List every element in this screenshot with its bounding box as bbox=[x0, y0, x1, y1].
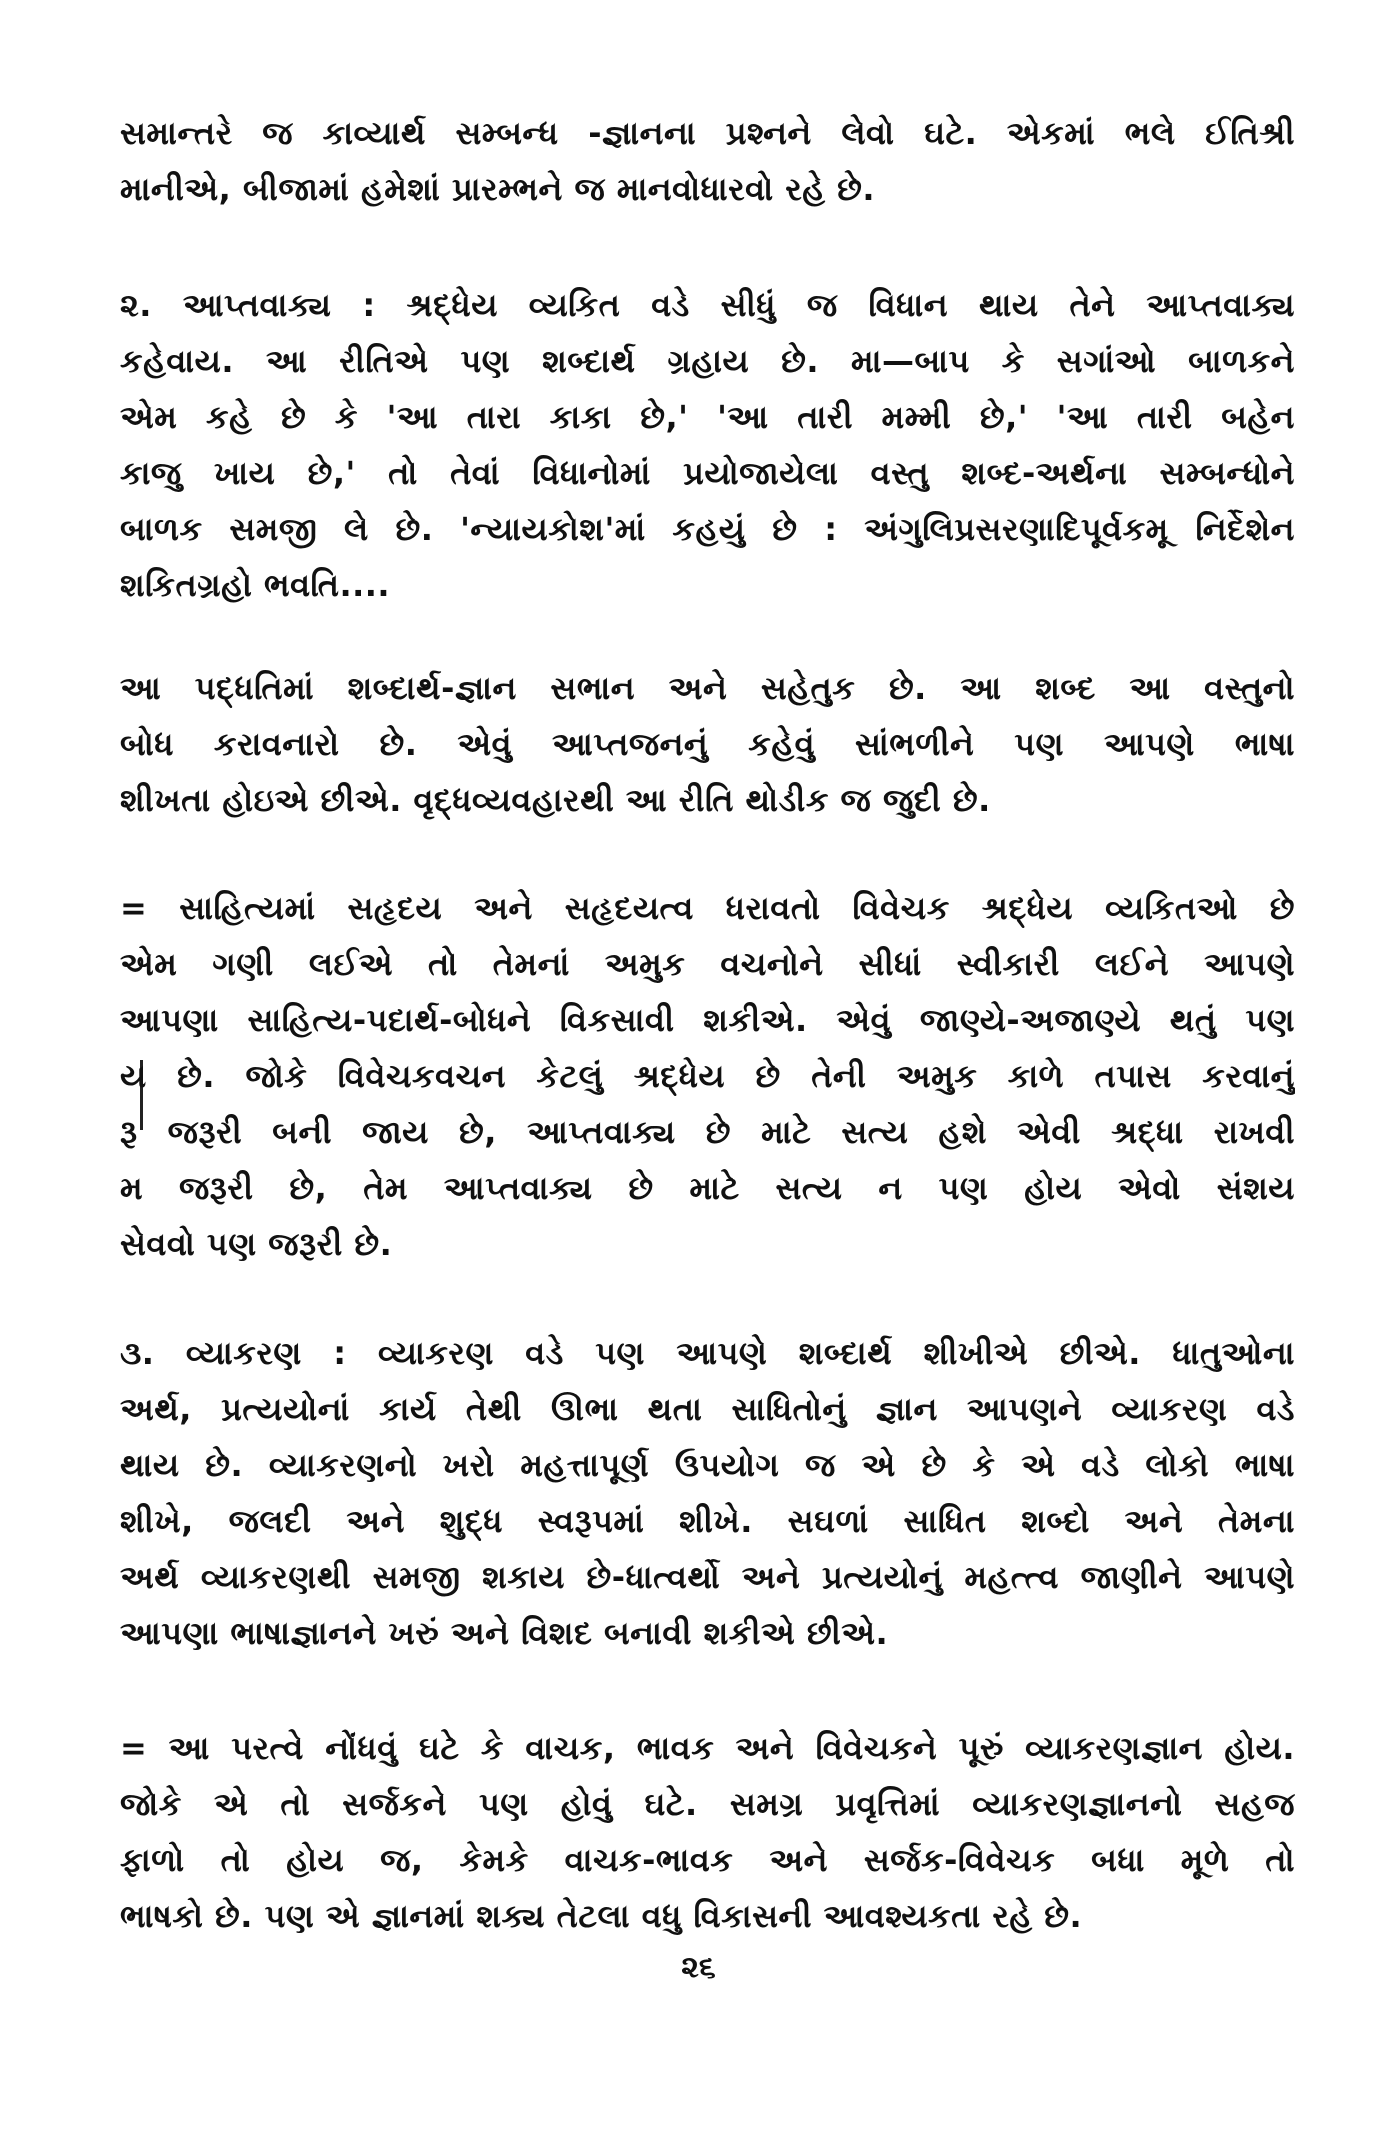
text-line: = આ પરત્વે નોંધવું ઘટે કે વાચક, ભાવક અને વિવેચકને પૂરું વ્યાકરણજ્ઞાન હોય. bbox=[120, 1729, 1295, 1767]
text-line: બોધ કરાવનારો છે. એવું આપ્તજનનું કહેવું સાંભળીને પણ આપણે ભાષા bbox=[120, 725, 1295, 763]
paragraph-padhati bbox=[120, 660, 1295, 828]
page-number: ૨૬ bbox=[681, 1950, 716, 1985]
text-line: ય છે. જોકે વિવેચકવચન કેટલું શ્રદ્ધેય છે તેની અમુક કાળે તપાસ કરવાનું bbox=[120, 1057, 1295, 1095]
text-line: સમાન્તરે જ કાવ્યાર્થ સમ્બન્ધ -જ્ઞાનના પ્રશ્નને લેવો ઘટે. એકમાં ભલે ઈતિશ્રી bbox=[120, 114, 1295, 152]
text-line: સેવવો પણ જરૂરી છે. bbox=[120, 1225, 393, 1263]
paragraph-kavyarth-intro bbox=[120, 105, 1295, 217]
text-line: શીખે, જલદી અને શુદ્ધ સ્વરૂપમાં શીખે. સઘળાં સાધિત શબ્દો અને તેમના bbox=[120, 1502, 1295, 1540]
text-line: ભાષકો છે. પણ એ જ્ઞાનમાં શક્ય તેટલા વધુ વિકાસની આવશ્યકતા રહે છે. bbox=[120, 1897, 1083, 1935]
text-line: શીખતા હોઇએ છીએ. વૃદ્ધવ્યવહારથી આ રીતિ થોડીક જ જુદી છે. bbox=[120, 781, 991, 819]
text-line: કાજુ ખાય છે,' તો તેવાં વિધાનોમાં પ્રયોજાયેલા વસ્તુ શબ્દ-અર્થના સમ્બન્ધોને bbox=[120, 454, 1295, 492]
text-line: રૂ જરૂરી બની જાય છે, આપ્તવાક્ય છે માટે સત્ય હશે એવી શ્રદ્ધા રાખવી bbox=[120, 1113, 1295, 1151]
text-line: ફાળો તો હોય જ, કેમકે વાચક-ભાવક અને સર્જક-વિવેચક બધા મૂળે તો bbox=[120, 1841, 1295, 1879]
text-line: આપણા ભાષાજ્ઞાનને ખરું અને વિશદ બનાવી શકીએ છીએ. bbox=[120, 1614, 889, 1652]
text-line: એમ કહે છે કે 'આ તારા કાકા છે,' 'આ તારી મમ્મી છે,' 'આ તારી બહેન bbox=[120, 398, 1295, 436]
text-line: આપણા સાહિત્ય-પદાર્થ-બોધને વિકસાવી શકીએ. એવું જાણ્યે-અજાણ્યે થતું પણ bbox=[120, 1001, 1295, 1039]
text-line: = સાહિત્યમાં સહૃદય અને સહૃદયત્વ ધરાવતો વિવેચક શ્રદ્ધેય વ્યકિતઓ છે bbox=[120, 889, 1295, 927]
paragraph-vyakaran bbox=[120, 1325, 1295, 1661]
text-line: અર્થ, પ્રત્યયોનાં કાર્ય તેથી ઊભા થતા સાધિતોનું જ્ઞાન આપણને વ્યાકરણ વડે bbox=[120, 1390, 1295, 1428]
text-line: બાળક સમજી લે છે. 'ન્યાયકોશ'માં કહયું છે : અંગુલિપ્રસરણાદિપૂર્વકમૂ નિર્દેશેન bbox=[120, 510, 1295, 548]
text-line: એમ ગણી લઈએ તો તેમનાં અમુક વચનોને સીધાં સ્વીકારી લઈને આપણે bbox=[120, 945, 1295, 983]
paragraph-aptavakya bbox=[120, 277, 1295, 613]
text-line: જોકે એ તો સર્જકને પણ હોવું ઘટે. સમગ્ર પ્રવૃત્તિમાં વ્યાકરણજ્ઞાનનો સહજ bbox=[120, 1785, 1295, 1823]
text-line: ૩. વ્યાકરણ : વ્યાકરણ વડે પણ આપણે શબ્દાર્થ શીખીએ છીએ. ધાતુઓના bbox=[120, 1334, 1295, 1372]
text-line: માનીએ, બીજામાં હમેશાં પ્રારમ્ભને જ માનવોધારવો રહે છે. bbox=[120, 170, 876, 208]
text-line: આ પદ્ધતિમાં શબ્દાર્થ-જ્ઞાન સભાન અને સહેતુક છે. આ શબ્દ આ વસ્તુનો bbox=[120, 669, 1295, 707]
text-line: ૨. આપ્તવાક્ય : શ્રદ્ધેય વ્યકિત વડે સીધું જ વિધાન થાય તેને આપ્તવાક્ય bbox=[120, 286, 1295, 324]
text-line: કહેવાય. આ રીતિએ પણ શબ્દાર્થ ગ્રહાય છે. મા—બાપ કે સગાંઓ બાળકને bbox=[120, 342, 1295, 380]
text-line: શકિતગ્રહો ભવતિ.... bbox=[120, 566, 391, 604]
paragraph-vyakaranjnan bbox=[120, 1720, 1295, 1944]
text-line: મ જરૂરી છે, તેમ આપ્તવાક્ય છે માટે સત્ય ન પણ હોય એવો સંશય bbox=[120, 1169, 1295, 1207]
text-line: અર્થ વ્યાકરણથી સમજી શકાય છે-ધાત્વર્થો અને પ્રત્યયોનું મહત્ત્વ જાણીને આપણે bbox=[120, 1558, 1295, 1596]
paragraph-sahitya-vivechak bbox=[120, 880, 1295, 1272]
text-line: થાય છે. વ્યાકરણનો ખરો મહત્તાપૂર્ણ ઉપયોગ જ એ છે કે એ વડે લોકો ભાષા bbox=[120, 1446, 1295, 1484]
